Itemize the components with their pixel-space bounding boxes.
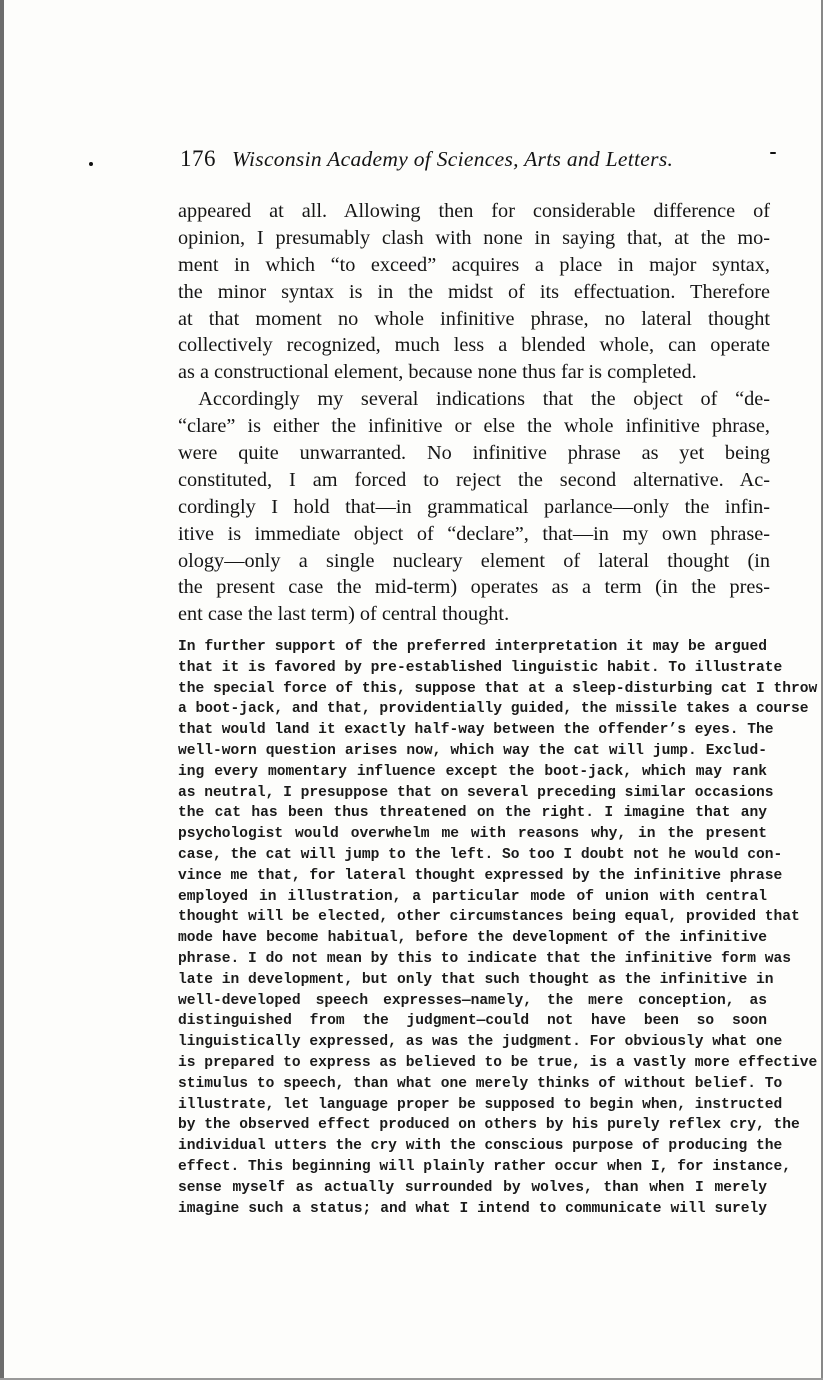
text-line: ment in which “to exceed” acquires a place in major syntax, bbox=[178, 253, 770, 276]
text-line: late in development, but only that such thought as the infinitive in bbox=[178, 971, 774, 988]
footnote-text bbox=[178, 637, 818, 1219]
text-line: thought will be elected, other circumstances being equal, provided that bbox=[178, 909, 800, 926]
text-line: is prepared to express as believed to be true, is a vastly more effective bbox=[178, 1054, 818, 1071]
text-line: collectively recognized, much less a blended whole, can operate bbox=[178, 334, 770, 357]
scan-speck bbox=[770, 152, 776, 154]
text-line: that would land it exactly half-way between the offender’s eyes. The bbox=[178, 722, 774, 739]
text-line: illustrate, let language proper be supposed to begin when, instructed bbox=[178, 1096, 783, 1113]
text-line: appeared at all. Allowing then for considerable difference of bbox=[178, 200, 770, 222]
text-line: as a constructional element, because none thus far is completed. bbox=[178, 361, 697, 384]
text-line: the special force of this, suppose that at a sleep-disturbing cat I throw bbox=[178, 680, 818, 697]
text-line: the present case the mid-term) operates as a term (in the pres- bbox=[178, 576, 770, 599]
text-line: vince me that, for lateral thought expressed by the infinitive phrase bbox=[178, 867, 783, 884]
text-line: the cat has been thus threatened on the right. I imagine that any bbox=[178, 805, 767, 822]
text-line: well-developed speech expresses—namely, the mere conception, as bbox=[178, 992, 767, 1009]
page-number: 176 bbox=[180, 146, 216, 171]
text-line: linguistically expressed, as was the judgment. For obviously what one bbox=[178, 1034, 783, 1051]
text-line: imagine such a status; and what I intend to communicate will surely bbox=[178, 1200, 767, 1217]
text-line: well-worn question arises now, which way the cat will jump. Exclud- bbox=[178, 742, 767, 759]
text-line: ing every momentary influence except the boot-jack, which may rank bbox=[178, 763, 767, 780]
text-line: the minor syntax is in the midst of its effectuation. Therefore bbox=[178, 280, 770, 303]
text-line: case, the cat will jump to the left. So too I doubt not he would con- bbox=[178, 846, 783, 863]
text-line: distinguished from the judgment—could not have been so soon bbox=[178, 1013, 767, 1030]
text-line: by the observed effect produced on others by his purely reflex cry, the bbox=[178, 1117, 800, 1134]
body-text bbox=[178, 198, 770, 628]
text-line: stimulus to speech, than what one merely thinks of without belief. To bbox=[178, 1075, 783, 1092]
text-line: a boot-jack, and that, providentially guided, the missile takes a course bbox=[178, 701, 809, 718]
text-line: sense myself as actually surrounded by wolves, than when I merely bbox=[178, 1179, 767, 1196]
text-line: In further support of the preferred interpretation it may be argued bbox=[178, 639, 767, 655]
text-line: ent case the last term) of central thought. bbox=[178, 603, 510, 626]
scan-speck bbox=[89, 162, 93, 166]
text-line: constituted, I am forced to reject the second alternative. Ac- bbox=[178, 468, 770, 491]
text-line: itive is immediate object of “declare”, that—in my own phrase- bbox=[178, 522, 770, 545]
text-line: effect. This beginning will plainly rather occur when I, for instance, bbox=[178, 1158, 792, 1175]
text-line: mode have become habitual, before the development of the infinitive bbox=[178, 930, 767, 947]
scan-left-edge bbox=[0, 0, 4, 1380]
text-line: Accordingly my several indications that the object of “de- bbox=[178, 388, 770, 411]
text-line: individual utters the cry with the conscious purpose of producing the bbox=[178, 1138, 783, 1155]
text-line: “clare” is either the infinitive or else the whole infinitive phrase, bbox=[178, 415, 770, 438]
text-line: that it is favored by pre-established linguistic habit. To illustrate bbox=[178, 659, 783, 676]
text-line: were quite unwarranted. No infinitive phrase as yet being bbox=[178, 442, 770, 465]
text-line: as neutral, I presuppose that on several preceding similar occasions bbox=[178, 784, 774, 801]
text-line: cordingly I hold that—in grammatical parlance—only the infin- bbox=[178, 495, 770, 518]
text-line: employed in illustration, a particular mode of union with central bbox=[178, 888, 767, 905]
running-header bbox=[180, 146, 740, 180]
text-line: opinion, I presumably clash with none in saying that, at the mo- bbox=[178, 226, 770, 249]
running-title: Wisconsin Academy of Sciences, Arts and Letters. bbox=[232, 147, 674, 171]
text-line: phrase. I do not mean by this to indicate that the infinitive form was bbox=[178, 950, 792, 967]
text-line: psychologist would overwhelm me with reasons why, in the present bbox=[178, 826, 767, 843]
text-line: ology—only a single nucleary element of lateral thought (in bbox=[178, 549, 770, 572]
text-line: at that moment no whole infinitive phrase, no lateral thought bbox=[178, 307, 770, 330]
